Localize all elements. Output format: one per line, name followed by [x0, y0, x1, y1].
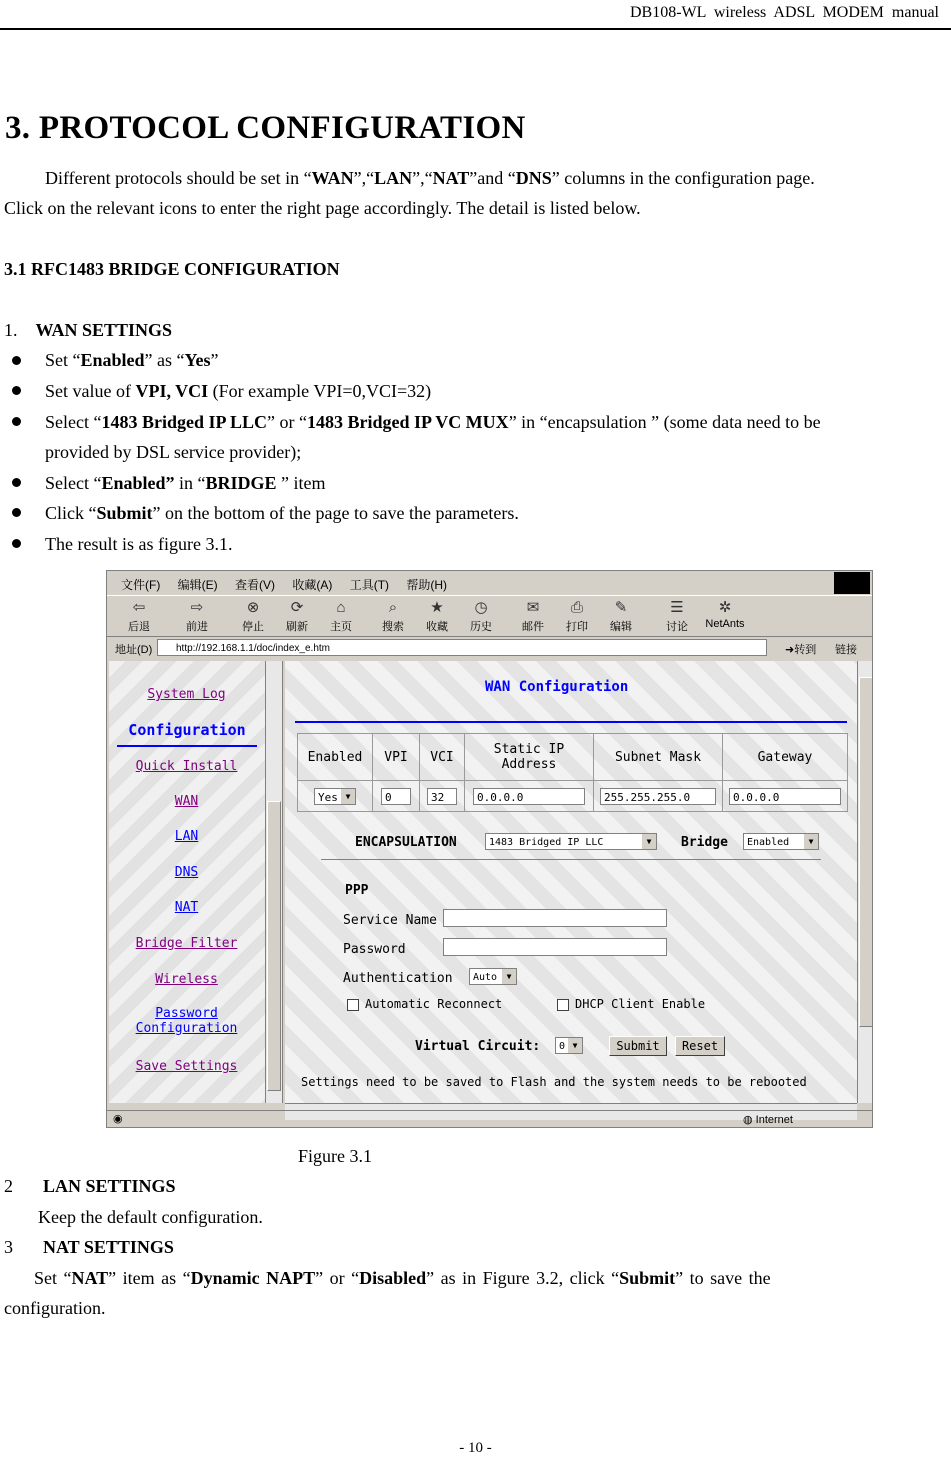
vpi-input[interactable]: 0	[381, 788, 411, 805]
page-status-icon: ◉	[113, 1113, 123, 1125]
bullet-3-line-2: provided by DSL service provider);	[45, 442, 302, 462]
lan-settings-text: Keep the default configuration.	[38, 1207, 263, 1227]
bullet-1: Set “Enabled” as “Yes”	[45, 350, 219, 370]
back-button[interactable]: ⇦ 后退	[128, 599, 150, 633]
ip-cell	[465, 781, 594, 812]
bullet-6: The result is as figure 3.1.	[45, 534, 233, 554]
home-button[interactable]: ⌂ 主页	[330, 599, 352, 633]
chapter-title: 3. PROTOCOL CONFIGURATION	[5, 110, 526, 146]
vci-cell	[420, 781, 465, 812]
bullet-dot	[12, 417, 21, 426]
figure-caption: Figure 3.1	[298, 1146, 372, 1166]
nav-system-log[interactable]: System Log	[147, 687, 226, 702]
vpi-cell	[373, 781, 420, 812]
col-gateway: Gateway	[723, 734, 848, 781]
print-icon: ⎙	[570, 599, 583, 616]
favorites-icon: ★	[430, 599, 444, 616]
nav-lan[interactable]: LAN	[174, 829, 199, 844]
virtual-circuit-label: Virtual Circuit:	[415, 1039, 541, 1054]
menu-file[interactable]: 文件(F)	[121, 578, 161, 592]
nav-pane	[109, 661, 283, 1103]
section-heading: 3.1 RFC1483 BRIDGE CONFIGURATION	[4, 259, 340, 279]
zone-indicator: ◍ Internet	[743, 1114, 793, 1126]
nav-save-settings[interactable]: Save Settings	[135, 1059, 238, 1074]
bullet-4: Select “Enabled” in “BRIDGE ” item	[45, 473, 326, 493]
menu-help[interactable]: 帮助(H)	[406, 578, 448, 592]
section-divider	[321, 859, 821, 860]
dhcp-client-option[interactable]: DHCP Client Enable	[557, 997, 705, 1011]
wan-config-title: WAN Configuration	[485, 679, 629, 695]
bullet-5: Click “Submit” on the bottom of the page to save the parameters.	[45, 503, 519, 523]
col-enabled: Enabled	[298, 734, 373, 781]
menu-edit[interactable]: 编辑(E)	[177, 578, 218, 592]
nav-dns[interactable]: DNS	[174, 865, 199, 880]
bullet-dot	[12, 386, 21, 395]
page-number: - 10 -	[459, 1440, 492, 1456]
refresh-icon: ⟳	[290, 599, 304, 616]
bullet-dot	[12, 356, 21, 365]
nav-wireless[interactable]: Wireless	[155, 972, 218, 987]
bullet-dot	[12, 478, 21, 487]
encapsulation-select[interactable]: 1483 Bridged IP LLC ▼	[485, 833, 657, 850]
forward-icon: ⇨	[190, 599, 204, 616]
mask-cell	[594, 781, 723, 812]
virtual-circuit-select[interactable]: 0 ▼	[555, 1037, 583, 1054]
discuss-icon: ☰	[670, 599, 684, 616]
ppp-label: PPP	[345, 883, 369, 898]
history-icon: ◷	[474, 599, 488, 616]
subnet-mask-input[interactable]: 255.255.255.0	[600, 788, 716, 805]
vci-input[interactable]: 32	[427, 788, 457, 805]
windows-logo-icon	[834, 572, 870, 594]
nav-scrollbar[interactable]	[265, 661, 282, 1103]
go-arrow-icon: ➜	[785, 644, 795, 656]
discuss-button[interactable]: ☰ 讨论	[666, 599, 688, 633]
wan-table	[297, 733, 848, 812]
gateway-input[interactable]: 0.0.0.0	[729, 788, 841, 805]
nav-password-configuration[interactable]: Password Configuration	[135, 1006, 238, 1036]
wan-config-pane	[285, 661, 857, 1103]
col-vpi: VPI	[373, 734, 420, 781]
bridge-select[interactable]: Enabled ▼	[743, 833, 819, 850]
service-name-label: Service Name	[343, 913, 437, 928]
mail-button[interactable]: ✉ 邮件	[522, 599, 544, 633]
links-button[interactable]: 链接	[835, 644, 857, 656]
main-scrollbar[interactable]	[857, 661, 873, 1103]
nav-quick-install[interactable]: Quick Install	[135, 759, 238, 774]
globe-icon: ◍	[743, 1114, 753, 1126]
col-static-ip: Static IP Address	[465, 734, 594, 781]
static-ip-input[interactable]: 0.0.0.0	[473, 788, 585, 805]
reset-button[interactable]: Reset	[675, 1036, 725, 1056]
browser-toolbar	[107, 596, 872, 637]
auto-reconnect-option[interactable]: Automatic Reconnect	[347, 997, 502, 1011]
page-header	[0, 0, 951, 30]
nav-bridge-filter[interactable]: Bridge Filter	[135, 936, 238, 951]
nat-settings-text: Set “NAT” item as “Dynamic NAPT” or “Disabled” as in Figure 3.2, click “Submit” to save the	[34, 1268, 771, 1288]
bullet-dot	[12, 508, 21, 517]
browser-menubar	[107, 571, 872, 596]
submit-button[interactable]: Submit	[609, 1036, 667, 1056]
browser-status-bar	[107, 1110, 872, 1128]
nav-wan[interactable]: WAN	[174, 794, 199, 809]
figure-screenshot	[106, 570, 873, 1128]
password-input[interactable]	[443, 938, 667, 956]
main-scroll-thumb[interactable]	[859, 677, 873, 1027]
address-label: 地址(D)	[115, 644, 153, 656]
netants-icon: ✲	[718, 599, 732, 616]
enabled-select[interactable]: Yes ▼	[314, 788, 356, 805]
back-icon: ⇦	[132, 599, 146, 616]
go-button[interactable]: ➜转到	[785, 644, 817, 656]
refresh-button[interactable]: ⟳ 刷新	[286, 599, 308, 633]
favorites-button[interactable]: ★ 收藏	[426, 599, 448, 633]
service-name-input[interactable]	[443, 909, 667, 927]
password-label: Password	[343, 942, 406, 957]
search-button[interactable]: ⌕ 搜索	[382, 599, 404, 633]
bridge-label: Bridge	[681, 835, 728, 850]
intro-line-2: Click on the relevant icons to enter the right page accordingly. The detail is listed below.	[4, 198, 641, 218]
nat-settings-text-line-2: configuration.	[4, 1298, 106, 1318]
stop-button[interactable]: ⊗ 停止	[242, 599, 264, 633]
menu-tools[interactable]: 工具(T)	[349, 578, 390, 592]
nav-nat[interactable]: NAT	[174, 900, 199, 915]
col-subnet-mask: Subnet Mask	[594, 734, 723, 781]
forward-button[interactable]: ⇨ 前进	[186, 599, 208, 633]
bullet-3: Select “1483 Bridged IP LLC” or “1483 Bridged IP VC MUX” in “encapsulation ” (some data need to be	[45, 412, 821, 432]
bullet-2: Set value of VPI, VCI (For example VPI=0,VCI=32)	[45, 381, 432, 401]
title-divider	[295, 721, 847, 723]
stop-icon: ⊗	[246, 599, 260, 616]
save-note: Settings need to be saved to Flash and the system needs to be rebooted	[301, 1075, 807, 1089]
auto-reconnect-checkbox[interactable]	[347, 999, 359, 1011]
dhcp-client-checkbox[interactable]	[557, 999, 569, 1011]
nav-configuration-heading: Configuration	[117, 721, 257, 747]
netants-button[interactable]: ✲ NetAnts	[705, 599, 745, 630]
authentication-label: Authentication	[343, 971, 453, 986]
authentication-select[interactable]: Auto ▼	[469, 968, 517, 985]
lan-settings-heading: 2 LAN SETTINGS	[4, 1176, 176, 1196]
wan-settings-heading: 1. WAN SETTINGS	[4, 320, 173, 340]
home-icon: ⌂	[336, 599, 346, 616]
encapsulation-label: ENCAPSULATION	[355, 835, 457, 850]
print-button[interactable]: ⎙ 打印	[566, 599, 588, 633]
history-button[interactable]: ◷ 历史	[470, 599, 492, 633]
address-input[interactable]: http://192.168.1.1/doc/index_e.htm	[157, 639, 767, 656]
menu-view[interactable]: 查看(V)	[235, 578, 276, 592]
intro-line-1: Different protocols should be set in “WAN”,“LAN”,“NAT”and “DNS” columns in the configuration page.	[45, 168, 815, 188]
col-vci: VCI	[420, 734, 465, 781]
nav-scroll-thumb[interactable]	[267, 801, 281, 1091]
edit-icon: ✎	[614, 599, 628, 616]
gateway-cell	[723, 781, 848, 812]
enabled-cell	[298, 781, 373, 812]
bullet-dot	[12, 539, 21, 548]
nat-settings-heading: 3 NAT SETTINGS	[4, 1237, 174, 1257]
search-icon: ⌕	[388, 599, 398, 616]
header-text: DB108-WL wireless ADSL MODEM manual	[630, 4, 939, 21]
edit-button[interactable]: ✎ 编辑	[610, 599, 632, 633]
mail-icon: ✉	[526, 599, 540, 616]
menu-favorites[interactable]: 收藏(A)	[292, 578, 333, 592]
address-bar	[107, 637, 872, 659]
